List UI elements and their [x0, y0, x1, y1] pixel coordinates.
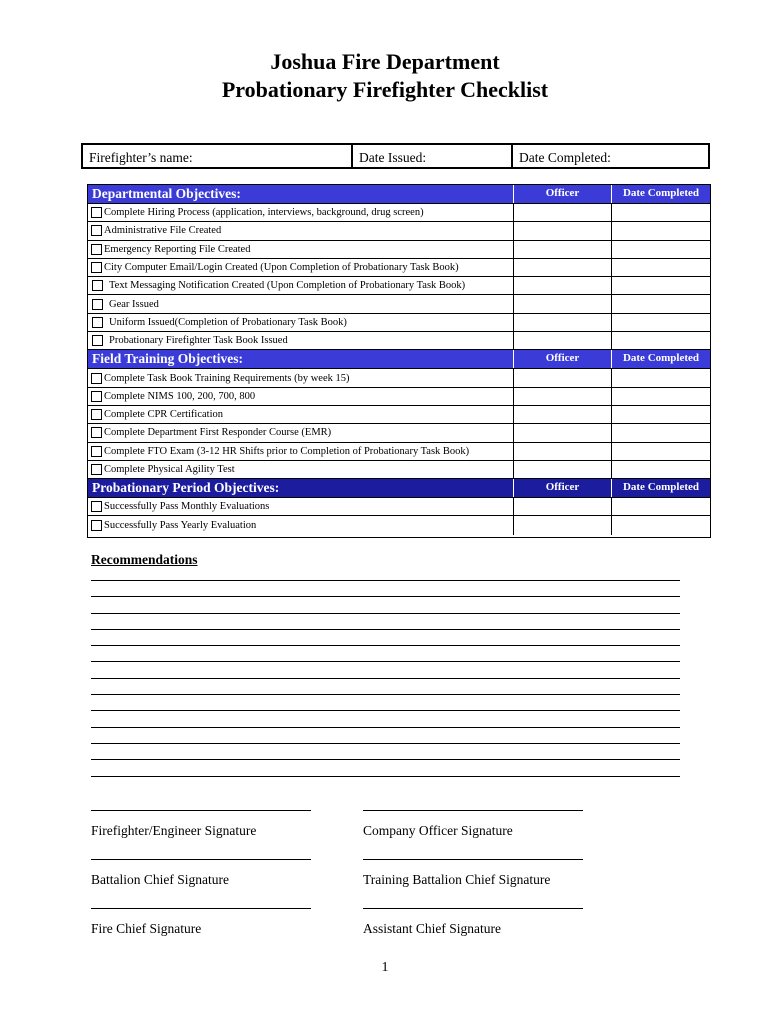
checkbox[interactable]: [91, 409, 102, 420]
section-title: Probationary Period Objectives:: [88, 479, 514, 497]
date-cell[interactable]: [612, 204, 710, 221]
date-cell[interactable]: [612, 406, 710, 423]
writing-line[interactable]: [91, 596, 680, 612]
officer-column-header: Officer: [514, 185, 612, 203]
officer-cell[interactable]: [514, 332, 612, 349]
checkbox[interactable]: [92, 317, 103, 328]
writing-line[interactable]: [91, 645, 680, 661]
date-completed-column-header: Date Completed: [622, 352, 700, 365]
checklist-item: [88, 314, 710, 332]
signature-label: Training Battalion Chief Signature: [363, 872, 551, 887]
officer-cell[interactable]: [514, 222, 612, 239]
officer-cell[interactable]: [514, 516, 612, 534]
section-header-departmental: [88, 185, 710, 204]
officer-column-header: Officer: [514, 350, 612, 368]
checkbox[interactable]: [91, 373, 102, 384]
checkbox[interactable]: [91, 446, 102, 457]
checklist-item: [88, 369, 710, 387]
date-issued-field[interactable]: [353, 145, 513, 167]
item-label: Uniform Issued(Completion of Probationary Task Book): [109, 316, 347, 328]
checklist-item: [88, 259, 710, 277]
signature-assistant-chief[interactable]: [363, 908, 583, 937]
signature-label: Fire Chief Signature: [91, 921, 202, 936]
section-title: Field Training Objectives:: [88, 350, 514, 368]
section-header-probationary-period: [88, 479, 710, 498]
signature-line[interactable]: [363, 859, 583, 872]
signature-line[interactable]: [91, 859, 311, 872]
officer-cell[interactable]: [514, 424, 612, 441]
date-cell[interactable]: [612, 424, 710, 441]
signature-label: Battalion Chief Signature: [91, 872, 229, 887]
checklist-item: [88, 424, 710, 442]
writing-line[interactable]: [91, 580, 680, 596]
writing-line[interactable]: [91, 759, 680, 775]
signature-line[interactable]: [91, 810, 311, 823]
date-completed-label: Date Completed:: [519, 150, 611, 165]
item-label: Successfully Pass Monthly Evaluations: [104, 501, 270, 513]
officer-cell[interactable]: [514, 204, 612, 221]
item-label: Complete Department First Responder Course (EMR): [104, 427, 332, 439]
date-cell[interactable]: [612, 498, 710, 515]
officer-cell[interactable]: [514, 314, 612, 331]
checklist-item: [88, 295, 710, 313]
signature-training-battalion-chief[interactable]: [363, 859, 583, 888]
checkbox[interactable]: [92, 335, 103, 346]
date-cell[interactable]: [612, 295, 710, 312]
checklist-item: [88, 406, 710, 424]
writing-line[interactable]: [91, 613, 680, 629]
checklist-item: [88, 498, 710, 516]
item-label: Complete CPR Certification: [104, 409, 223, 421]
date-completed-column-header: Date Completed: [622, 481, 700, 494]
signature-battalion-chief[interactable]: [91, 859, 311, 888]
item-label: Probationary Firefighter Task Book Issued: [109, 335, 288, 347]
date-cell[interactable]: [612, 443, 710, 460]
officer-cell[interactable]: [514, 295, 612, 312]
checklist-item: [88, 222, 710, 240]
date-completed-field[interactable]: [513, 145, 708, 167]
signature-line[interactable]: [91, 908, 311, 921]
item-label: Gear Issued: [109, 298, 159, 310]
date-cell[interactable]: [612, 277, 710, 294]
checklist-item: [88, 516, 710, 534]
title-line-2: Probationary Firefighter Checklist: [221, 77, 549, 102]
date-cell[interactable]: [612, 369, 710, 386]
section-header-field-training: [88, 350, 710, 369]
checkbox[interactable]: [91, 501, 102, 512]
item-label: City Computer Email/Login Created (Upon Completion of Probationary Task Book): [104, 262, 459, 274]
checklist-item: [88, 461, 710, 479]
checkbox[interactable]: [91, 207, 102, 218]
date-issued-label: Date Issued:: [359, 150, 427, 165]
checklist-item: [88, 443, 710, 461]
firefighter-info-table: [81, 143, 710, 169]
checkbox[interactable]: [92, 280, 103, 291]
section-title: Departmental Objectives:: [88, 185, 514, 203]
date-cell[interactable]: [612, 388, 710, 405]
officer-cell[interactable]: [514, 388, 612, 405]
date-cell[interactable]: [612, 461, 710, 478]
date-cell[interactable]: [612, 516, 710, 534]
item-label: Complete NIMS 100, 200, 700, 800: [104, 390, 256, 402]
date-cell[interactable]: [612, 222, 710, 239]
officer-cell[interactable]: [514, 277, 612, 294]
document-title: [0, 48, 770, 104]
checkbox[interactable]: [91, 464, 102, 475]
checklist-item: [88, 241, 710, 259]
writing-line[interactable]: [91, 694, 680, 710]
recommendations-heading: Recommendations: [91, 552, 198, 567]
writing-line[interactable]: [91, 776, 680, 792]
checkbox[interactable]: [91, 520, 102, 531]
signature-fire-chief[interactable]: [91, 908, 311, 937]
officer-cell[interactable]: [514, 461, 612, 478]
checkbox[interactable]: [91, 262, 102, 273]
writing-line[interactable]: [91, 727, 680, 743]
checklist-item: [88, 277, 710, 295]
officer-cell[interactable]: [514, 259, 612, 276]
date-cell[interactable]: [612, 332, 710, 349]
writing-line[interactable]: [91, 710, 680, 726]
item-label: Successfully Pass Yearly Evaluation: [104, 520, 257, 532]
writing-line[interactable]: [91, 678, 680, 694]
signature-line[interactable]: [363, 810, 583, 823]
checkbox[interactable]: [91, 391, 102, 402]
item-label: Complete Task Book Training Requirements (by week 15): [104, 372, 350, 384]
item-label: Administrative File Created: [104, 225, 222, 237]
item-label: Complete FTO Exam (3-12 HR Shifts prior to Completion of Probationary Task Book): [104, 445, 470, 457]
checkbox[interactable]: [91, 244, 102, 255]
item-label: Text Messaging Notification Created (Upon Completion of Probationary Task Book): [109, 280, 466, 292]
writing-line[interactable]: [91, 629, 680, 645]
date-cell[interactable]: [612, 259, 710, 276]
signature-company-officer[interactable]: [363, 810, 583, 839]
recommendations-lines[interactable]: [91, 580, 680, 792]
officer-cell[interactable]: [514, 369, 612, 386]
checkbox[interactable]: [91, 225, 102, 236]
item-label: Complete Hiring Process (application, interviews, background, drug screen): [104, 207, 424, 219]
page-number: 1: [381, 960, 389, 975]
checkbox[interactable]: [91, 427, 102, 438]
officer-cell[interactable]: [514, 241, 612, 258]
signature-line[interactable]: [363, 908, 583, 921]
title-line-1: Joshua Fire Department: [270, 49, 500, 74]
officer-cell[interactable]: [514, 406, 612, 423]
officer-cell[interactable]: [514, 498, 612, 515]
checklist-item: [88, 204, 710, 222]
checkbox[interactable]: [92, 299, 103, 310]
signature-label: Firefighter/Engineer Signature: [91, 823, 257, 838]
item-label: Emergency Reporting File Created: [104, 243, 251, 255]
officer-column-header: Officer: [514, 479, 612, 497]
signature-label: Assistant Chief Signature: [363, 921, 501, 936]
date-cell[interactable]: [612, 314, 710, 331]
writing-line[interactable]: [91, 743, 680, 759]
checklist-table: [87, 184, 711, 538]
checklist-item: [88, 332, 710, 350]
firefighter-name-label: Firefighter’s name:: [89, 150, 193, 165]
firefighter-name-field[interactable]: [83, 145, 353, 167]
writing-line[interactable]: [91, 661, 680, 677]
signature-label: Company Officer Signature: [363, 823, 513, 838]
officer-cell[interactable]: [514, 443, 612, 460]
signature-firefighter-engineer[interactable]: [91, 810, 311, 839]
date-cell[interactable]: [612, 241, 710, 258]
checklist-item: [88, 388, 710, 406]
item-label: Complete Physical Agility Test: [104, 464, 235, 475]
date-completed-column-header: Date Completed: [622, 187, 700, 199]
